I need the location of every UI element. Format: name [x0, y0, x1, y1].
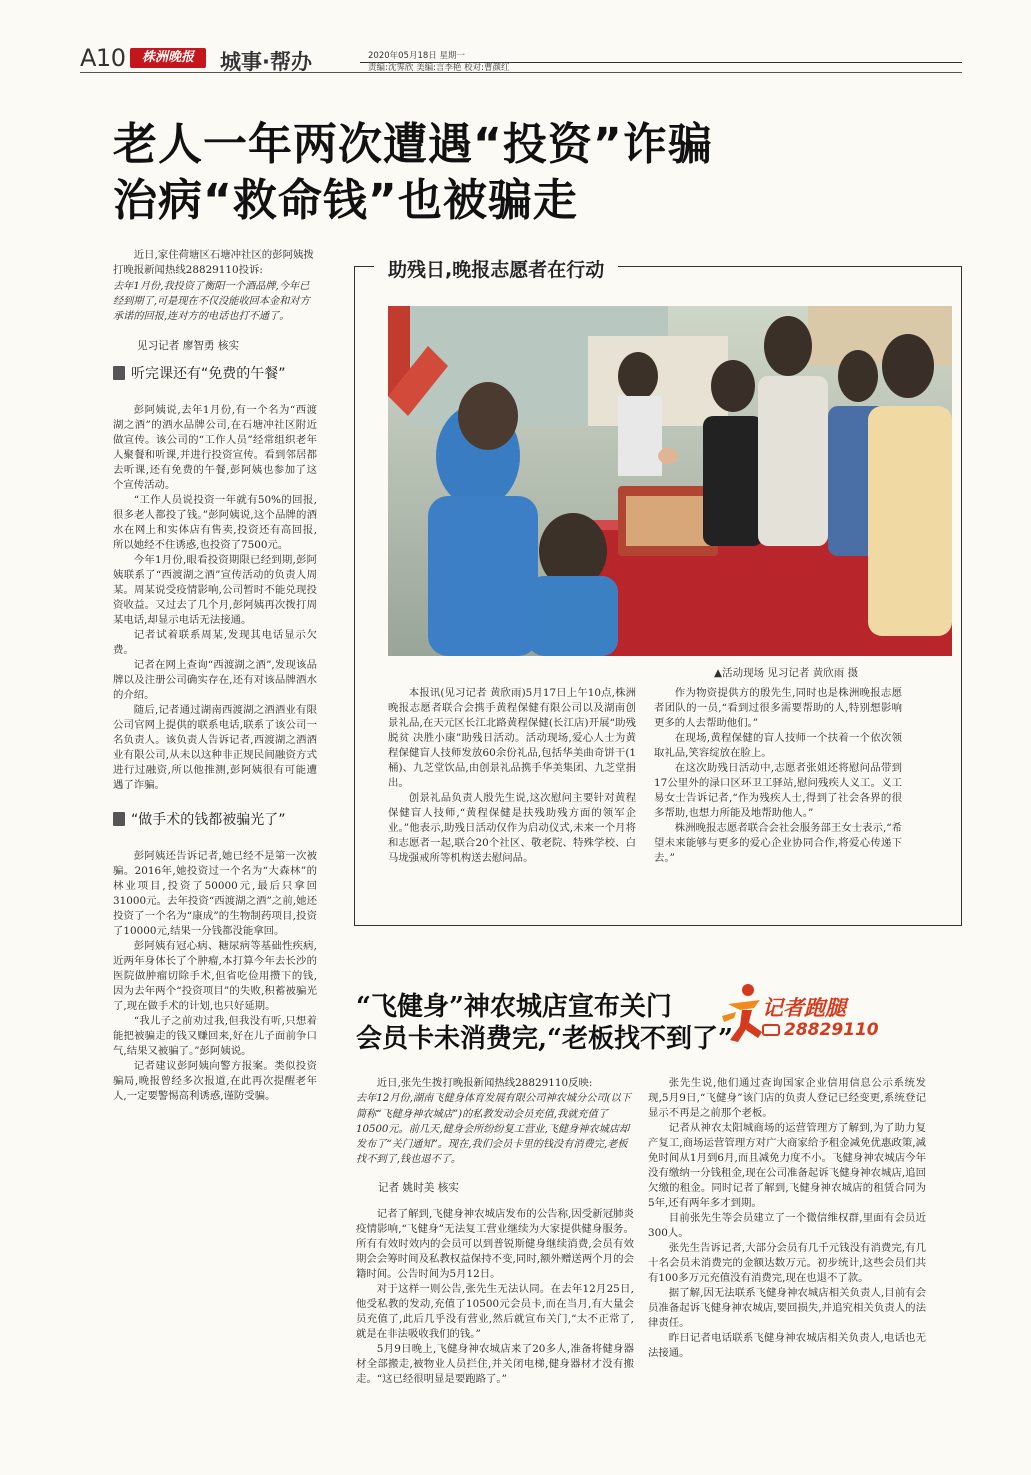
date-line: 2020年05月18日 星期一 [368, 51, 465, 61]
paragraph: 记者试着联系周某,发现其电话显示欠费。 [113, 629, 317, 657]
paragraph: 彭阿姨还告诉记者,她已经不是第一次被骗。2016年,她投资过一个名为“大森林”的林业项目,投资了50000元,最后只拿回31000元。去年投资“西渡湖之酒”之前,她还投资了一个名为“康成”的生物制药项目,投资了10000元,结果一分钱都没能拿回。 [113, 850, 317, 938]
volunteer-story-col-2 [654, 686, 902, 866]
lead-quote: 去年12月份,湖南飞健身体育发展有限公司神农城分公司(以下简称“飞健身神农城店”)的私教发动会员充值,我就充值了10500元。前几天,健身会所纷纷复工营业,飞健身神农城店却发布了“关门通知”。现在,我们会员卡里的钱没有消费完,老板找不到了,钱也退不了。 [356, 1093, 631, 1166]
masthead-rule-short [360, 62, 962, 63]
subheading-1-text: 听完课还有“免费的午餐” [131, 366, 286, 383]
subheading-marker [113, 812, 125, 826]
subheading-1 [113, 363, 317, 383]
photo-caption: ▲活动现场 见习记者 黄欣雨 摄 [714, 667, 859, 679]
section-name: 城事·帮办 [220, 50, 312, 74]
paragraph: 昨日记者电话联系飞健身神农城店相关负责人,电话也无法接通。 [648, 1332, 926, 1359]
paragraph: 今年1月份,眼看投资期限已经到期,彭阿姨联系了“西渡湖之酒”宣传活动的负责人周某。周某说受疫情影响,公司暂时不能兑现投资收益。又过去了几个月,彭阿姨再次拨打周某电话,却显示电话无法接通。 [113, 554, 317, 627]
paragraph: 5月9日晚上,飞健身神农城店来了20多人,准备将健身器材全部搬走,被物业人员拦住,并关闭电梯,健身器材才没有搬走。“这已经很明显是要跑路了。” [356, 1342, 634, 1385]
paragraph: 记者在网上查询“西渡湖之酒”,发现该品牌以及注册公司确实存在,还有对该品牌酒水的介绍。 [113, 659, 317, 702]
subheading-2-text: “做手术的钱都被骗光了” [131, 812, 286, 829]
section-1-body [113, 403, 317, 793]
section-2-body [113, 849, 317, 1104]
gym-headline-line-1: “飞健身”神农城店宣布关门 [356, 992, 672, 1022]
byline: 见习记者 廖智勇 核实 [137, 340, 240, 353]
paragraph: 记者建议彭阿姨向警方报案。类似投资骗局,晚报曾经多次报道,在此再次提醒老年人,一定要警惕高利诱惑,谨防受骗。 [113, 1060, 317, 1103]
gym-story-col-2 [648, 1076, 926, 1361]
byline: 记者 姚时美 核实 [378, 1181, 459, 1194]
volunteer-story-title: 助残日,晚报志愿者在行动 [374, 255, 618, 282]
editors-line: 责编:沈霁欣 美编:言李艳 校对:曹颜红 [368, 63, 510, 73]
paragraph: 株洲晚报志愿者联合会社会服务部王女士表示,“希望未来能够与更多的爱心企业协同合作,将爱心传递下去。” [654, 822, 902, 864]
lead-quote: 去年1月份,我投资了衡阳一个酒品牌,今年已经到期了,可是现在不仅没能收回本金和对方承诺的回报,连对方的电话也打不通了。 [113, 280, 310, 323]
reporter-errand-badge [718, 982, 878, 1052]
paragraph: 记者从神农太阳城商场的运营管理方了解到,为了助力复产复工,商场运营管理方对广大商家给予租金减免优惠政策,减免时间从1月到6月,而且减免力度不小。飞健身神农城店今年没有缴纳一分钱租金,现在公司准备起诉飞健身神农城店,追回欠缴的租金。同时记者了解到,飞健身神农城店的租赁合同为5年,还有两年多才到期。 [648, 1122, 926, 1209]
paragraph: 目前张先生等会员建立了一个微信维权群,里面有会员近300人。 [648, 1212, 926, 1239]
paragraph: 张先生告诉记者,大部分会员有几千元钱没有消费完,有几十名会员未消费完的金额达数万元。初步统计,这些会员们共有100多万元充值没有消费完,现在也退不了款。 [648, 1242, 926, 1284]
main-headline-line-2: 治病“救命钱”也被骗走 [113, 175, 578, 226]
subheading-marker [113, 366, 125, 380]
masthead-rule [80, 72, 962, 73]
paragraph: 在这次助残日活动中,志愿者张姐还将慰问品带到17公里外的渌口区环卫工驿站,慰问残疾人义工。义工易女士告诉记者,“作为残疾人士,得到了社会各界的很多帮助,也想力所能及地帮助他人。” [654, 762, 902, 819]
paragraph: 张先生说,他们通过查询国家企业信用信息公示系统发现,5月9日,“飞健身”该门店的负责人登记已经变更,系统登记显示不再是之前那个老板。 [648, 1077, 926, 1119]
paragraph: 据了解,因无法联系飞健身神农城店相关负责人,目前有会员准备起诉飞健身神农城店,要回损失,并追究相关负责人的法律责任。 [648, 1287, 926, 1329]
lead-paragraph: 近日,张先生拨打晚报新闻热线28829110反映: [376, 1077, 593, 1089]
paragraph: 在现场,黄程保健的盲人技师一个扶着一个依次领取礼品,笑容绽放在脸上。 [654, 732, 902, 759]
paragraph: 作为物资提供方的殷先生,同时也是株洲晚报志愿者团队的一员,“看到过很多需要帮助的人,特别想影响更多的人去帮助他们。” [654, 687, 902, 729]
gym-story-col-1 [356, 1076, 634, 1387]
paragraph: 记者了解到,飞健身神农城店发布的公告称,因受新冠肺炎疫情影响,“飞健身”无法复工营业继续为大家提供健身服务。所有有效时效内的会员可以到普锐斯健身继续消费,会员有效期会会筹时间及私教权益保持不变,同时,额外赠送两个月的会籍时间。公告时间为5月12日。 [356, 1207, 634, 1280]
paragraph: 本报讯(见习记者 黄欣雨)5月17日上午10点,株洲晚报志愿者联合会携手黄程保健有限公司以及湖南创景礼品,在天元区长江北路黄程保健(长江店)开展“助残脱贫 决胜小康”助残日活动。活动现场,爱心人士为黄程保健盲人技师发放60余份礼品,包括华美曲奇饼干(1桶)、九芝堂饮品,由创景礼品携手华美集团、九芝堂捐出。 [388, 687, 636, 789]
newspaper-logo: 株洲晚报 [130, 48, 206, 68]
paragraph: 创景礼品负责人殷先生说,这次慰问主要针对黄程保健盲人技师,“黄程保健是扶残助残方面的领军企业。”他表示,助残日活动仅作为启动仪式,未来一个月将和志愿者一起,联合20个社区、敬老院、特殊学校、白马垅强戒所等机构送去慰问品。 [388, 792, 636, 864]
badge-title: 记者跑腿 [762, 996, 846, 1020]
paragraph: 随后,记者通过湖南西渡湖之酒酒业有限公司官网上提供的联系电话,联系了该公司一名负责人。该负责人告诉记者,西渡湖之酒酒业有限公司,从未以这种非正规民间融资方式进行过融资,所以他推测,彭阿姨很有可能遭遇了诈骗。 [113, 704, 317, 792]
event-photo [388, 306, 952, 656]
paragraph: 彭阿姨有冠心病、糖尿病等基础性疾病,近两年身体长了个肿瘤,本打算今年去长沙的医院做肿瘤切除手术,但省吃俭用攒下的钱,因为去年两个“投资项目”的失败,积蓄被骗光了,现在做手术的计划,也只好延期。 [113, 940, 317, 1013]
main-story-column [113, 248, 317, 1104]
page-number: A10 [80, 44, 126, 72]
badge-phone: 28829110 [784, 1020, 879, 1040]
gym-headline-line-2: 会员卡未消费完,“老板找不到了” [356, 1024, 733, 1054]
paragraph: 彭阿姨说,去年1月份,有一个名为“西渡湖之酒”的酒水品牌公司,在石塘冲社区附近做宣传。该公司的“工作人员”经常组织老年人聚餐和听课,并进行投资宣传。看到邻居都去听课,还有免费的午餐,彭阿姨也参加了这个宣传活动。 [113, 404, 317, 492]
lead-paragraph: 近日,家住荷塘区石塘冲社区的彭阿姨拨打晚报新闻热线28829110投诉: [113, 249, 314, 277]
paragraph: 对于这样一则公告,张先生无法认同。在去年12月25日,他受私教的发动,充值了10500元会员卡,而在当月,有大量会员充值了,此后几乎没有营业,然后就宣布关门,“太不正常了,就是在非法吸收我们的钱。” [356, 1282, 634, 1340]
main-headline-line-1: 老人一年两次遭遇“投资”诈骗 [113, 119, 713, 170]
volunteer-story-col-1 [388, 686, 636, 866]
paragraph: “我儿子之前劝过我,但我没有听,只想着能把被骗走的钱又赚回来,好在儿子面前争口气,结果又被骗了。”彭阿姨说。 [113, 1015, 317, 1058]
badge-phone-icon [762, 1024, 780, 1036]
event-photo-illustration [388, 306, 952, 656]
paragraph: “工作人员说投资一年就有50%的回报,很多老人都投了钱。”彭阿姨说,这个品牌的酒水在网上和实体店有售卖,投资还有高回报,所以她经不住诱惑,也投资了7500元。 [113, 494, 317, 552]
subheading-2 [113, 809, 317, 829]
